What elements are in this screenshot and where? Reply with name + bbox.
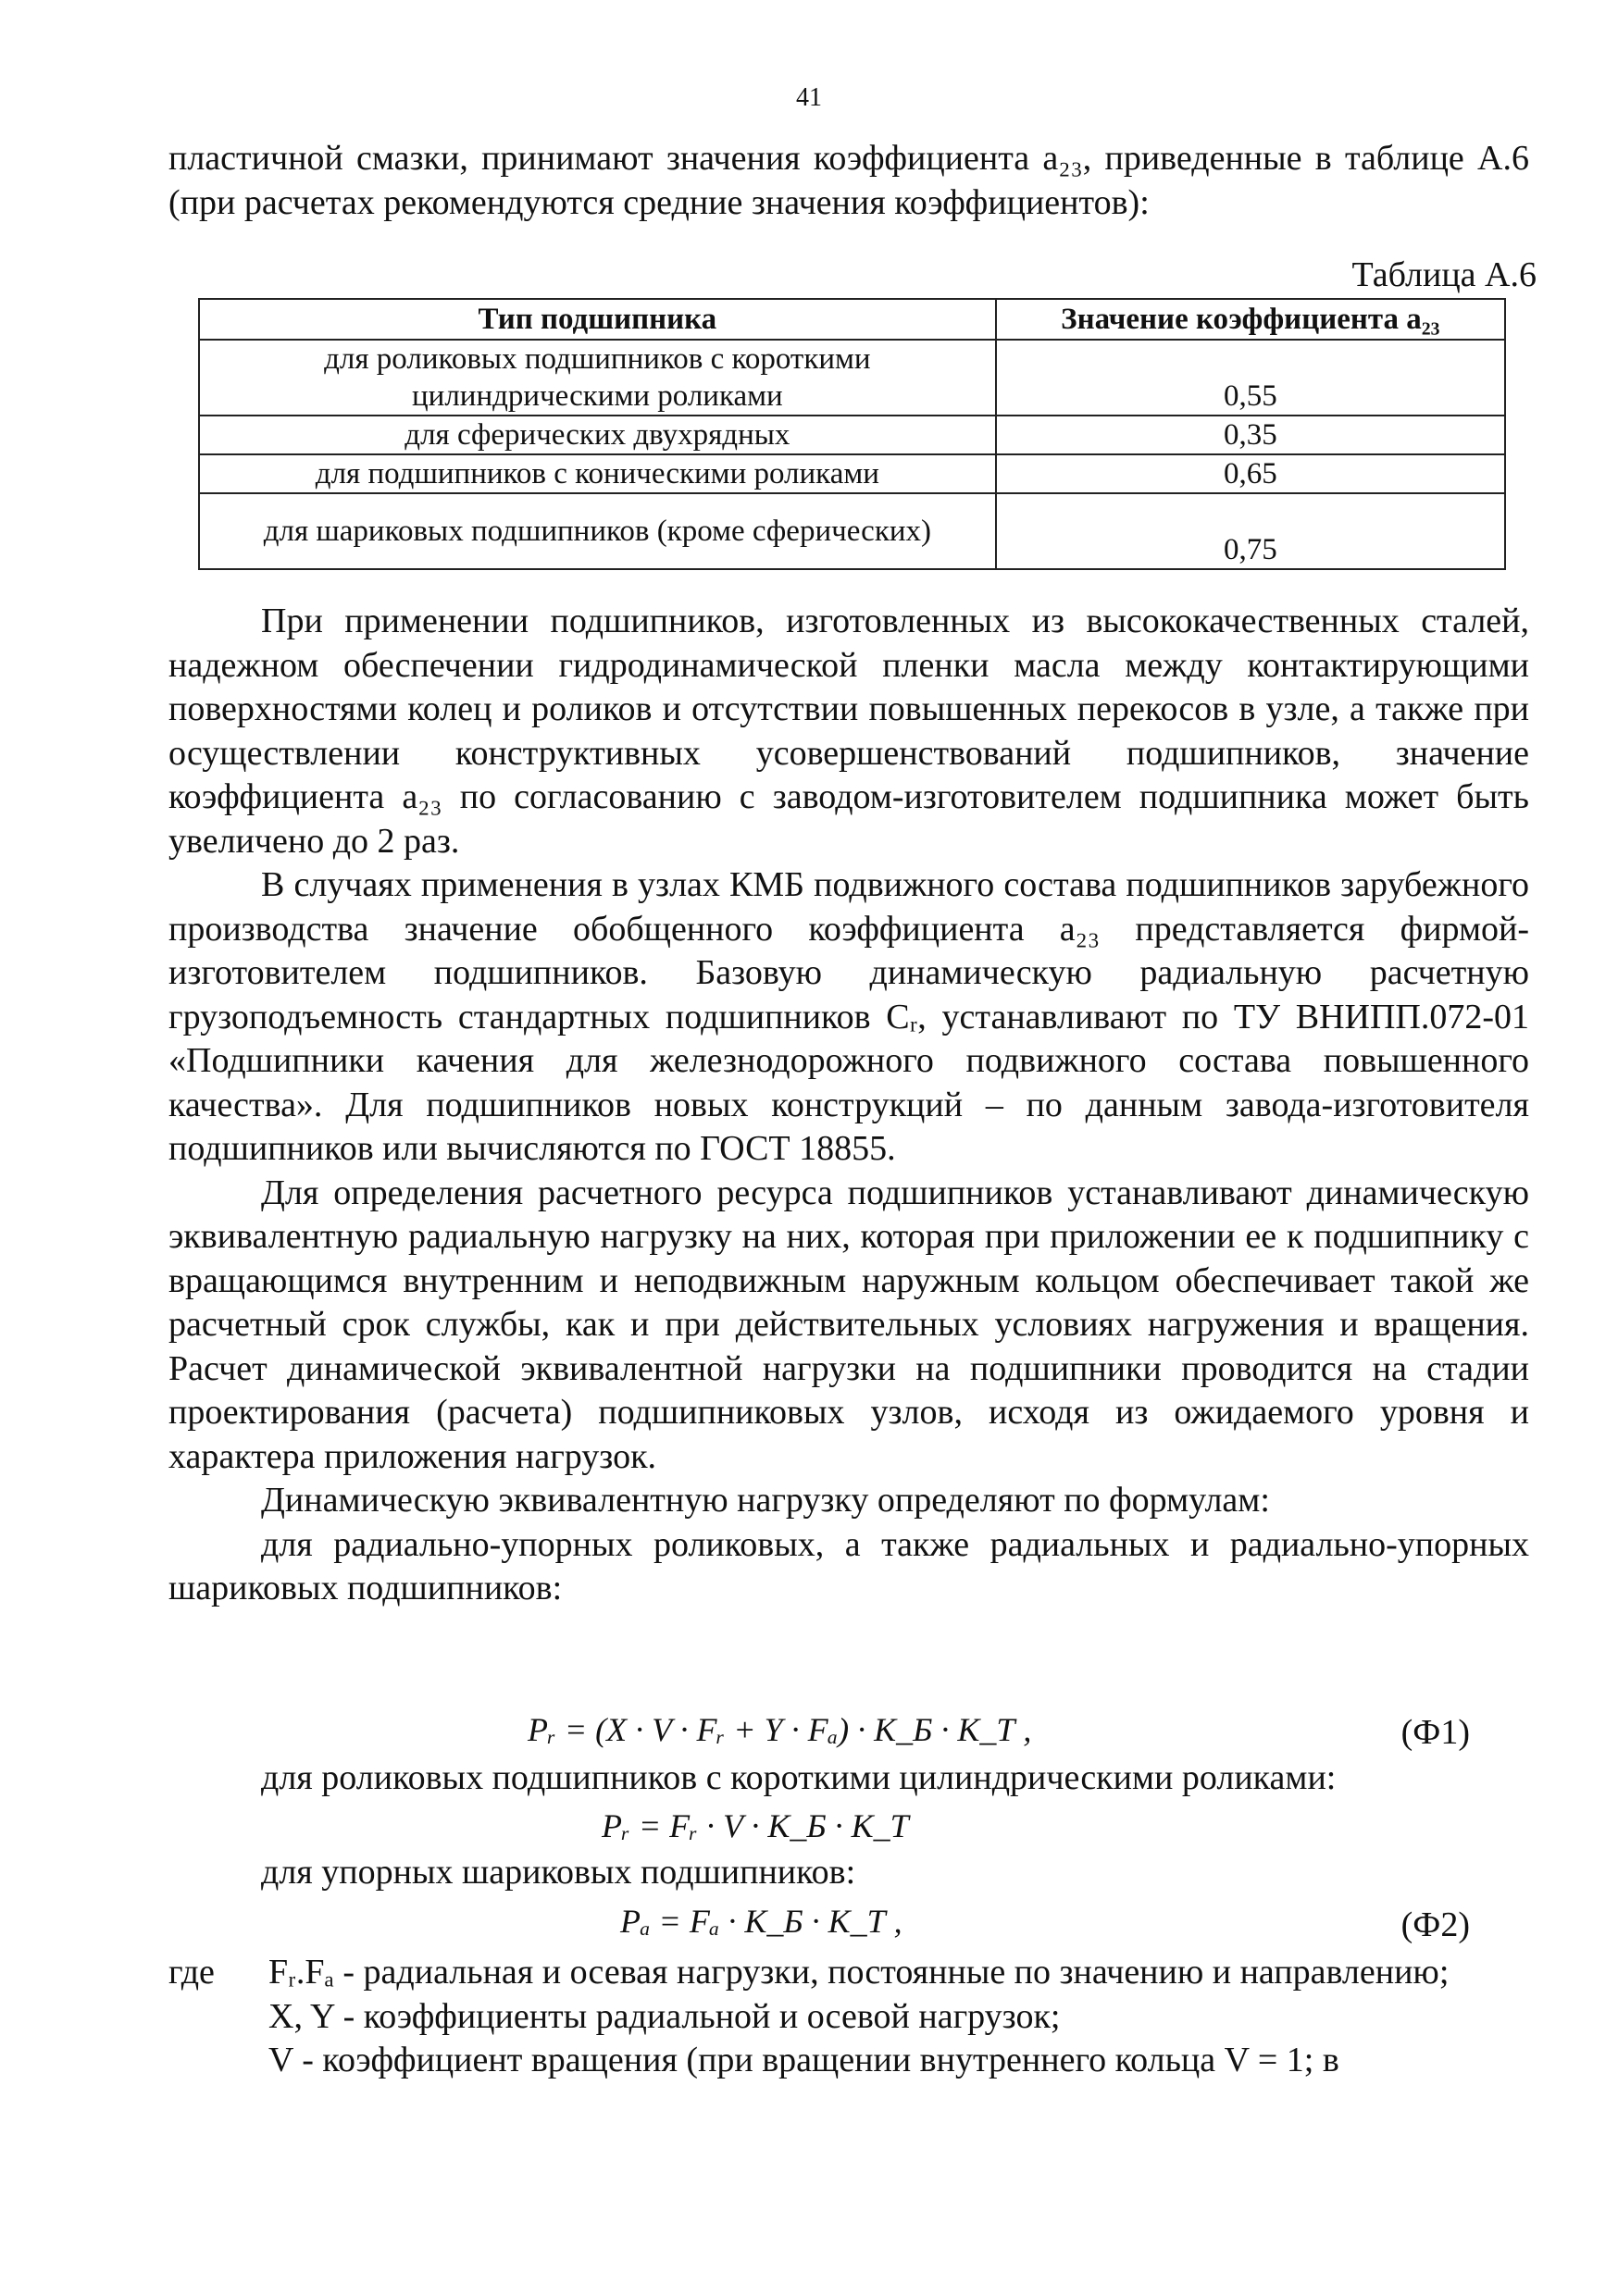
paragraph: При применении подшипников, изготовленных из высококачественных сталей, надежном обеспечении гидродинамической пленки масла между контактирующими поверхностями колец и роликов и отсутствии повышенных перекосов в узле, а также при осуществлении конструктивных усовершенствований подшипников, значение коэффициента a₂₃ по согласованию с заводом-изготовителем подшипника может быть увеличено до 2 раз. bbox=[168, 602, 1529, 861]
table-cell-value: 0,35 bbox=[996, 416, 1505, 454]
table-row bbox=[199, 340, 1505, 416]
paragraph: Динамическую эквивалентную нагрузку определяют по формулам: bbox=[261, 1481, 1270, 1520]
page-number: 41 bbox=[796, 83, 822, 112]
table-cell-value: 0,55 bbox=[996, 340, 1505, 416]
column-header-value: Значение коэффициента a₂₃ bbox=[996, 299, 1505, 340]
where-item: V - коэффициент вращения (при вращении внутреннего кольца V = 1; в bbox=[268, 2041, 1339, 2079]
formula-f2-label: (Ф2) bbox=[1400, 1905, 1470, 1944]
coefficient-table bbox=[198, 298, 1506, 570]
table-header-row bbox=[199, 299, 1505, 340]
cylindrical-line bbox=[168, 1756, 1529, 1801]
intro-paragraph bbox=[168, 137, 1529, 225]
column-header-type: Тип подшипника bbox=[199, 299, 996, 340]
table-cell-value: 0,75 bbox=[996, 493, 1505, 569]
intro-text: пластичной смазки, принимают значения коэффициента a₂₃, приведенные в таблице А.6 (при расчетах рекомендуются средние значения коэффициентов): bbox=[168, 139, 1529, 222]
table-cell-type: для шариковых подшипников (кроме сферических) bbox=[199, 493, 996, 569]
formula-f2: Pₐ = Fₐ · K_Б · K_Т , bbox=[620, 1903, 902, 1940]
main-text bbox=[168, 600, 1529, 1611]
formula-f1: Pᵣ = (X · V · Fᵣ + Y · Fₐ) · K_Б · K_Т , bbox=[528, 1711, 1032, 1748]
where-row bbox=[168, 1951, 1529, 1995]
table-cell-type: для подшипников с коническими роликами bbox=[199, 454, 996, 493]
where-item: X, Y - коэффициенты радиальной и осевой нагрузок; bbox=[268, 1996, 1061, 2036]
table-cell-value: 0,65 bbox=[996, 454, 1505, 493]
table-cell-type: для сферических двухрядных bbox=[199, 416, 996, 454]
table-row bbox=[199, 493, 1505, 569]
where-label: где bbox=[168, 1953, 215, 1992]
formula-f1-label: (Ф1) bbox=[1400, 1713, 1470, 1752]
paragraph-thrust: для упорных шариковых подшипников: bbox=[261, 1853, 856, 1892]
paragraph: В случаях применения в узлах КМБ подвижного состава подшипников зарубежного производства значение обобщенного коэффициента a₂₃ представляется фирмой-изготовителем подшипников. Базовую динамическую радиальную расчетную грузоподъемность стандартных подшипников Cᵣ, устанавливают по ТУ ВНИПП.072-01 «Подшипники качения для железнодорожного подвижного состава повышенного качества». Для подшипников новых конструкций – по данным завода-изготовителя подшипников или вычисляются по ГОСТ 18855. bbox=[168, 865, 1529, 1168]
formula-cylindrical: Pᵣ = Fᵣ · V · K_Б · K_Т bbox=[602, 1807, 909, 1844]
table-caption: Таблица А.6 bbox=[1351, 255, 1537, 294]
table-row bbox=[199, 454, 1505, 493]
table-cell-type: для роликовых подшипников с короткими цилиндрическими роликами bbox=[199, 340, 996, 416]
thrust-line bbox=[168, 1851, 1529, 1895]
where-item: Fᵣ.Fₐ - радиальная и осевая нагрузки, постоянные по значению и направлению; bbox=[268, 1953, 1450, 1992]
paragraph: Для определения расчетного ресурса подшипников устанавливают динамическую эквивалентную радиальную нагрузку на них, которая при приложении ее к подшипнику с вращающимся внутренним и неподвижным наружным кольцом обеспечивает такой же расчетный срок службы, как и при действительных условиях нагружения и вращения. Расчет динамической эквивалентной нагрузки на подшипники проводится на стадии проектирования (расчета) подшипниковых узлов, исходя из ожидаемого уровня и характера приложения нагрузок. bbox=[168, 1173, 1529, 1476]
paragraph-radial-bearings: для радиально-упорных роликовых, а также радиальных и радиально-упорных шариковых подшипников: bbox=[168, 1524, 1529, 1607]
where-block bbox=[168, 1951, 1529, 2083]
table-row bbox=[199, 416, 1505, 454]
paragraph-cylindrical: для роликовых подшипников с короткими цилиндрическими роликами: bbox=[261, 1758, 1337, 1797]
